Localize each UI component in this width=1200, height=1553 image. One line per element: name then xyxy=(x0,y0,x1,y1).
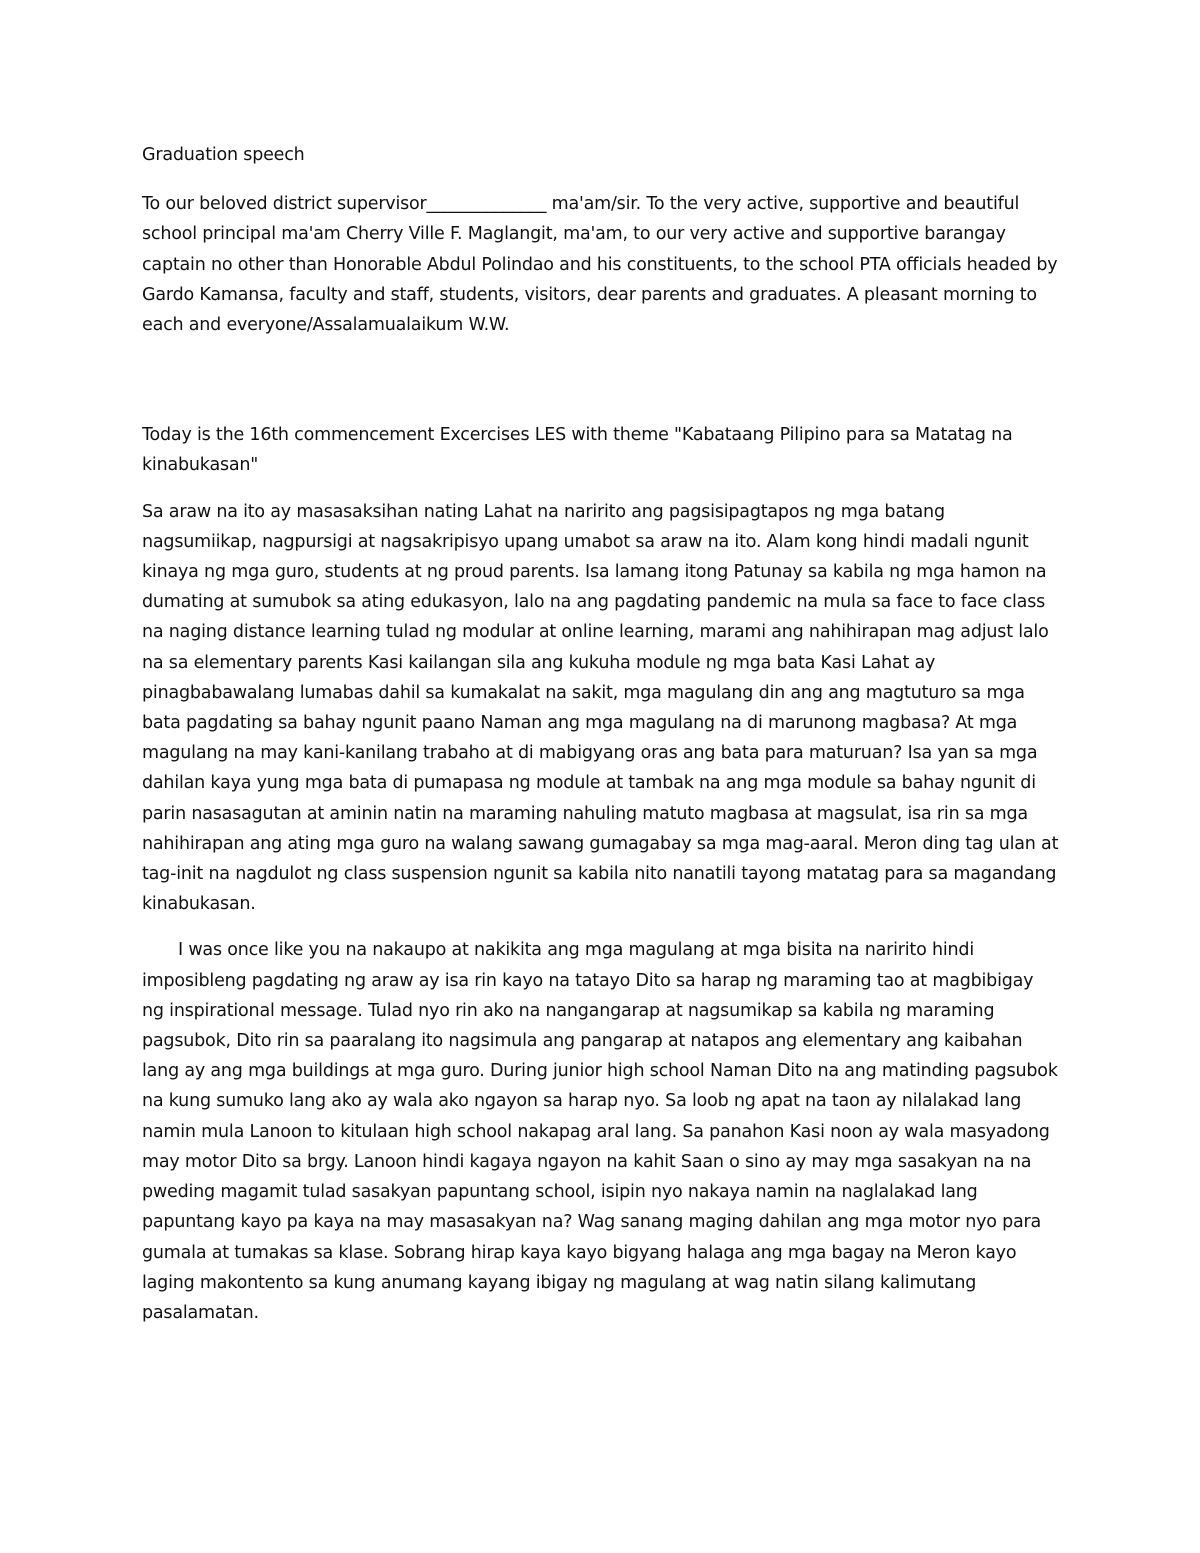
document-title: Graduation speech xyxy=(142,145,305,165)
greeting-paragraph: To our beloved district supervisor______________ ma'am/sir. To the very active, supportive and beautiful school principal ma'am Cherry Ville F. Maglangit, ma'am, to our very active and supportive barangay captain no other than Honorable Abdul Polindao and his constituents, to the school PTA officials headed by Gardo Kamansa, faculty and staff, students, visitors, dear parents and graduates. A pleasant morning to each and everyone/Assalamualaikum W.W. xyxy=(142,194,1058,336)
body-paragraph-2: I was once like you na nakaupo at nakikita ang mga magulang at mga bisita na naririto hindi imposibleng pagdating ng araw ay isa rin kayo na tatayo Dito sa harap ng maraming tao at magbibigay ng inspirational message. Tulad nyo rin ako na nangangarap at nagsumikap sa kabila ng maraming pagsubok, Dito rin sa paaralang ito nagsimula ang pangarap at natapos ang elementary ang kaibahan lang ay ang mga buildings at mga guro. During junior high school Naman Dito na ang matinding pagsubok na kung sumuko lang ako ay wala ako ngayon sa harap nyo. Sa loob ng apat na taon ay nilalakad lang namin mula Lanoon to kitulaan high school nakapag aral lang. Sa panahon Kasi noon ay wala masyadong may motor Dito sa brgy. Lanoon hindi kagaya ngayon na kahit Saan o sino ay may mga sasakyan na na pweding magamit tulad sasakyan papuntang school, isipin nyo nakaya namin na naglalakad lang papuntang kayo pa kaya na may masasakyan na? Wag sanang maging dahilan ang mga motor nyo para gumala at tumakas sa klase. Sobrang hirap kaya kayo bigyang halaga ang mga bagay na Meron kayo laging makontento sa kung anumang kayang ibigay ng magulang at wag natin silang kalimutang pasalamatan. xyxy=(142,940,1058,1323)
document-body xyxy=(142,140,1060,1328)
theme-paragraph: Today is the 16th commencement Excercises LES with theme "Kabataang Pilipino para sa Matatag na kinabukasan" xyxy=(142,425,1013,476)
body-paragraph-1: Sa araw na ito ay masasaksihan nating Lahat na naririto ang pagsisipagtapos ng mga batang nagsumiikap, nagpursigi at nagsakripisyo upang umabot sa araw na ito. Alam kong hindi madali ngunit kinaya ng mga guro, students at ng proud parents. Isa lamang itong Patunay sa kabila ng mga hamon na dumating at sumubok sa ating edukasyon, lalo na ang pagdating pandemic na mula sa face to face class na naging distance learning tulad ng modular at online learning, marami ang nahihirapan mag adjust lalo na sa elementary parents Kasi kailangan sila ang kukuha module ng mga bata Kasi Lahat ay pinagbabawalang lumabas dahil sa kumakalat na sakit, mga magulang din ang ang magtuturo sa mga bata pagdating sa bahay ngunit paano Naman ang mga magulang na di marunong magbasa? At mga magulang na may kani-kanilang trabaho at di mabigyang oras ang bata para maturuan? Isa yan sa mga dahilan kaya yung mga bata di pumapasa ng module at tambak na ang mga module sa bahay ngunit di parin nasasagutan at aminin natin na maraming nahuling matuto magbasa at magsulat, isa rin sa mga nahihirapan ang ating mga guro na walang sawang gumagabay sa mga mag-aaral. Meron ding tag ulan at tag-init na nagdulot ng class suspension ngunit sa kabila nito nanatili tayong matatag para sa magandang kinabukasan. xyxy=(142,501,1059,915)
